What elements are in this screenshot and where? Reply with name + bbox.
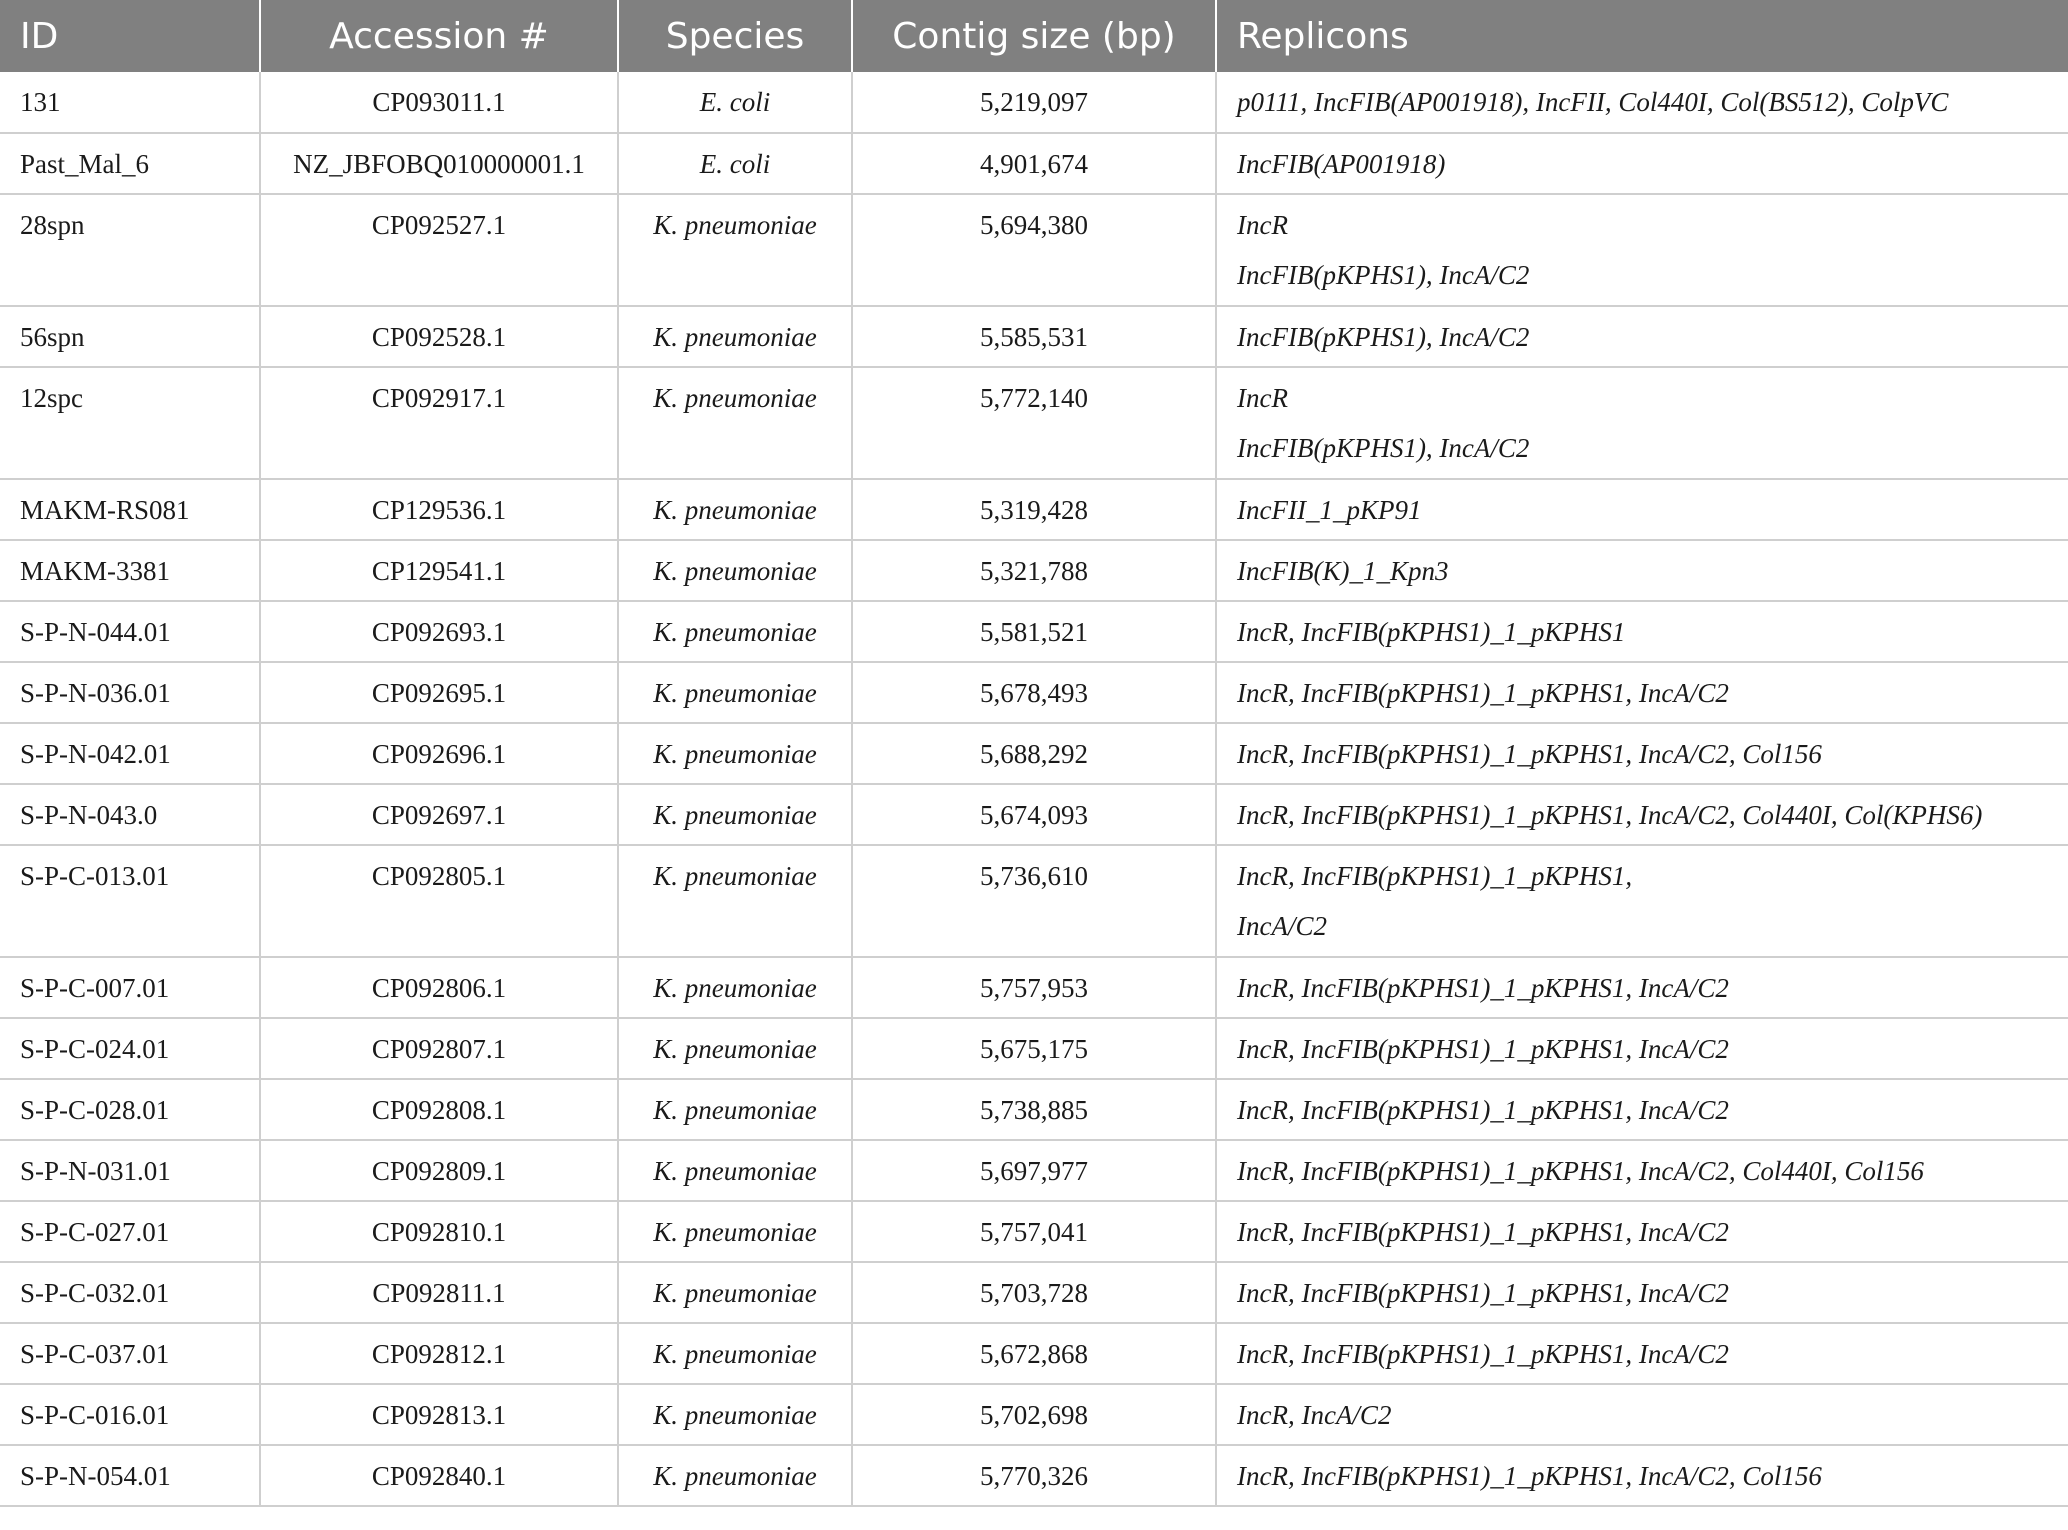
cell-id-container bbox=[0, 1445, 260, 1506]
cell-replicons bbox=[1216, 1384, 2068, 1445]
cell-id: S-P-N-042.01 bbox=[20, 739, 171, 769]
cell-replicons bbox=[1216, 194, 2068, 306]
header-row bbox=[0, 0, 2068, 72]
cell-id-container bbox=[0, 367, 260, 479]
cell-id-container bbox=[0, 1201, 260, 1262]
cell-contig-size-container bbox=[852, 1079, 1216, 1140]
cell-contig-size: 5,321,788 bbox=[980, 556, 1088, 586]
cell-contig-size: 5,678,493 bbox=[980, 678, 1088, 708]
cell-id: S-P-C-027.01 bbox=[20, 1217, 170, 1247]
cell-species: K. pneumoniae bbox=[653, 1400, 817, 1430]
cell-accession-container bbox=[260, 306, 618, 367]
cell-replicons bbox=[1216, 1262, 2068, 1323]
cell-id: S-P-C-028.01 bbox=[20, 1095, 170, 1125]
replicon-line: IncR, IncFIB(pKPHS1)_1_pKPHS1, IncA/C2 bbox=[1237, 1034, 1729, 1064]
cell-accession: CP092809.1 bbox=[371, 1156, 507, 1186]
cell-contig-size: 5,697,977 bbox=[980, 1156, 1088, 1186]
table-row bbox=[0, 72, 2068, 133]
cell-species-container bbox=[618, 957, 852, 1018]
replicon-line: IncR, IncFIB(pKPHS1)_1_pKPHS1, IncA/C2 bbox=[1237, 678, 1729, 708]
replicon-line: IncR, IncFIB(pKPHS1)_1_pKPHS1, IncA/C2 bbox=[1237, 1339, 1729, 1369]
replicon-line: IncR, IncFIB(pKPHS1)_1_pKPHS1, IncA/C2 bbox=[1237, 1095, 1729, 1125]
table-row bbox=[0, 306, 2068, 367]
cell-replicons bbox=[1216, 723, 2068, 784]
cell-contig-size: 5,672,868 bbox=[980, 1339, 1088, 1369]
cell-species-container bbox=[618, 540, 852, 601]
table-row bbox=[0, 1140, 2068, 1201]
cell-contig-size-container bbox=[852, 133, 1216, 194]
cell-accession-container bbox=[260, 1262, 618, 1323]
cell-id-container bbox=[0, 1018, 260, 1079]
cell-id: S-P-C-037.01 bbox=[20, 1339, 170, 1369]
table-row bbox=[0, 540, 2068, 601]
cell-contig-size: 5,772,140 bbox=[980, 383, 1088, 413]
cell-accession-container bbox=[260, 1384, 618, 1445]
cell-accession-container bbox=[260, 540, 618, 601]
cell-contig-size: 5,757,953 bbox=[980, 973, 1088, 1003]
table-row bbox=[0, 845, 2068, 957]
cell-species: K. pneumoniae bbox=[653, 1217, 817, 1247]
cell-accession-container bbox=[260, 601, 618, 662]
table-row bbox=[0, 1262, 2068, 1323]
cell-contig-size: 5,219,097 bbox=[980, 87, 1088, 117]
table-row bbox=[0, 1384, 2068, 1445]
cell-species-container bbox=[618, 845, 852, 957]
replicon-line: IncR, IncA/C2 bbox=[1237, 1400, 1392, 1430]
cell-contig-size-container bbox=[852, 1018, 1216, 1079]
table-row bbox=[0, 1323, 2068, 1384]
cell-id-container bbox=[0, 1262, 260, 1323]
cell-accession: CP092807.1 bbox=[371, 1034, 507, 1064]
cell-species-container bbox=[618, 1323, 852, 1384]
cell-id-container bbox=[0, 133, 260, 194]
cell-accession: CP093011.1 bbox=[372, 87, 506, 117]
cell-species: K. pneumoniae bbox=[653, 1278, 817, 1308]
cell-id-container bbox=[0, 1323, 260, 1384]
cell-contig-size: 5,581,521 bbox=[980, 617, 1088, 647]
column-header-accession: Accession # bbox=[260, 0, 618, 72]
cell-id: MAKM-3381 bbox=[20, 556, 171, 586]
cell-id-container bbox=[0, 957, 260, 1018]
cell-id: 56spn bbox=[20, 322, 85, 352]
replicon-line: IncR, IncFIB(pKPHS1)_1_pKPHS1, IncA/C2, Col156 bbox=[1237, 1461, 1822, 1491]
cell-contig-size-container bbox=[852, 1262, 1216, 1323]
cell-id: 28spn bbox=[20, 210, 85, 240]
cell-accession: CP092527.1 bbox=[371, 210, 507, 240]
cell-accession: CP092528.1 bbox=[371, 322, 507, 352]
cell-id: S-P-C-016.01 bbox=[20, 1400, 170, 1430]
cell-id-container bbox=[0, 1384, 260, 1445]
cell-accession-container bbox=[260, 194, 618, 306]
replicon-line: IncFIB(pKPHS1), IncA/C2 bbox=[1237, 322, 1530, 352]
cell-accession-container bbox=[260, 1201, 618, 1262]
cell-contig-size: 5,703,728 bbox=[980, 1278, 1088, 1308]
cell-accession-container bbox=[260, 662, 618, 723]
cell-id: 12spc bbox=[20, 383, 83, 413]
replicon-line: IncR, IncFIB(pKPHS1)_1_pKPHS1, IncA/C2 bbox=[1237, 1278, 1729, 1308]
cell-contig-size-container bbox=[852, 957, 1216, 1018]
cell-species-container bbox=[618, 1201, 852, 1262]
cell-id: S-P-N-043.0 bbox=[20, 800, 158, 830]
cell-replicons bbox=[1216, 1079, 2068, 1140]
column-header-species: Species bbox=[618, 0, 852, 72]
cell-accession: CP092697.1 bbox=[371, 800, 507, 830]
replicon-line: IncFIB(pKPHS1), IncA/C2 bbox=[1237, 260, 1530, 290]
cell-contig-size: 5,736,610 bbox=[980, 861, 1088, 891]
cell-accession: CP092811.1 bbox=[372, 1278, 506, 1308]
cell-species-container bbox=[618, 784, 852, 845]
replicon-line: IncFII_1_pKP91 bbox=[1237, 495, 1422, 525]
cell-replicons bbox=[1216, 845, 2068, 957]
replicon-line: IncA/C2 bbox=[1237, 911, 1327, 941]
table-row bbox=[0, 662, 2068, 723]
cell-accession: CP092696.1 bbox=[371, 739, 507, 769]
cell-id: 131 bbox=[20, 87, 61, 117]
replicon-line: IncR, IncFIB(pKPHS1)_1_pKPHS1, IncA/C2, Col156 bbox=[1237, 739, 1822, 769]
cell-species: K. pneumoniae bbox=[653, 322, 817, 352]
cell-id: S-P-C-007.01 bbox=[20, 973, 170, 1003]
cell-species-container bbox=[618, 723, 852, 784]
cell-accession-container bbox=[260, 1079, 618, 1140]
replicon-line: IncR, IncFIB(pKPHS1)_1_pKPHS1, IncA/C2 bbox=[1237, 1217, 1729, 1247]
cell-id: S-P-C-013.01 bbox=[20, 861, 170, 891]
cell-species: K. pneumoniae bbox=[653, 1095, 817, 1125]
cell-id-container bbox=[0, 72, 260, 133]
replicon-line: IncR, IncFIB(pKPHS1)_1_pKPHS1, IncA/C2, Col440I, Col156 bbox=[1237, 1156, 1924, 1186]
cell-species: K. pneumoniae bbox=[653, 1156, 817, 1186]
cell-replicons bbox=[1216, 540, 2068, 601]
cell-contig-size-container bbox=[852, 479, 1216, 540]
cell-contig-size: 5,674,093 bbox=[980, 800, 1088, 830]
table-row bbox=[0, 1018, 2068, 1079]
cell-id-container bbox=[0, 723, 260, 784]
table-row bbox=[0, 601, 2068, 662]
cell-replicons bbox=[1216, 1201, 2068, 1262]
cell-id-container bbox=[0, 306, 260, 367]
table-row bbox=[0, 133, 2068, 194]
cell-replicons bbox=[1216, 72, 2068, 133]
table-row bbox=[0, 1201, 2068, 1262]
cell-replicons bbox=[1216, 662, 2068, 723]
cell-species-container bbox=[618, 1445, 852, 1506]
cell-contig-size: 5,585,531 bbox=[980, 322, 1088, 352]
cell-accession-container bbox=[260, 1323, 618, 1384]
cell-species: K. pneumoniae bbox=[653, 210, 817, 240]
cell-contig-size: 5,738,885 bbox=[980, 1095, 1088, 1125]
cell-contig-size-container bbox=[852, 723, 1216, 784]
cell-accession: CP092917.1 bbox=[371, 383, 507, 413]
cell-contig-size: 5,757,041 bbox=[980, 1217, 1088, 1247]
cell-species-container bbox=[618, 133, 852, 194]
cell-id-container bbox=[0, 784, 260, 845]
table-row bbox=[0, 957, 2068, 1018]
column-header-id: ID bbox=[0, 0, 260, 72]
cell-accession: CP129541.1 bbox=[371, 556, 507, 586]
cell-species-container bbox=[618, 1262, 852, 1323]
cell-replicons bbox=[1216, 479, 2068, 540]
cell-species: K. pneumoniae bbox=[653, 1339, 817, 1369]
table-row bbox=[0, 1079, 2068, 1140]
cell-replicons bbox=[1216, 367, 2068, 479]
cell-replicons bbox=[1216, 1445, 2068, 1506]
cell-accession-container bbox=[260, 72, 618, 133]
cell-contig-size-container bbox=[852, 845, 1216, 957]
cell-id: S-P-N-044.01 bbox=[20, 617, 171, 647]
replicon-line: IncR, IncFIB(pKPHS1)_1_pKPHS1, bbox=[1237, 861, 1633, 891]
cell-replicons bbox=[1216, 1018, 2068, 1079]
cell-accession: CP092693.1 bbox=[371, 617, 507, 647]
cell-accession: CP092806.1 bbox=[371, 973, 507, 1003]
cell-replicons bbox=[1216, 601, 2068, 662]
cell-species: K. pneumoniae bbox=[653, 678, 817, 708]
table-row bbox=[0, 367, 2068, 479]
cell-id-container bbox=[0, 479, 260, 540]
replicon-line: IncFIB(AP001918) bbox=[1237, 149, 1446, 179]
cell-species: K. pneumoniae bbox=[653, 739, 817, 769]
cell-accession: CP129536.1 bbox=[371, 495, 507, 525]
cell-species-container bbox=[618, 1140, 852, 1201]
cell-id: S-P-N-031.01 bbox=[20, 1156, 171, 1186]
cell-species: E. coli bbox=[699, 149, 771, 179]
cell-accession: CP092808.1 bbox=[371, 1095, 507, 1125]
cell-species-container bbox=[618, 367, 852, 479]
cell-contig-size: 5,319,428 bbox=[980, 495, 1088, 525]
table-body bbox=[0, 72, 2068, 1506]
cell-id-container bbox=[0, 1140, 260, 1201]
cell-species-container bbox=[618, 601, 852, 662]
cell-species: K. pneumoniae bbox=[653, 1461, 817, 1491]
cell-replicons bbox=[1216, 957, 2068, 1018]
cell-id-container bbox=[0, 662, 260, 723]
cell-species-container bbox=[618, 72, 852, 133]
cell-contig-size: 4,901,674 bbox=[980, 149, 1088, 179]
cell-species-container bbox=[618, 1018, 852, 1079]
cell-accession: CP092813.1 bbox=[371, 1400, 507, 1430]
cell-species: E. coli bbox=[699, 87, 771, 117]
cell-accession: CP092805.1 bbox=[371, 861, 507, 891]
cell-replicons bbox=[1216, 306, 2068, 367]
cell-species-container bbox=[618, 194, 852, 306]
cell-accession: CP092695.1 bbox=[371, 678, 507, 708]
cell-contig-size-container bbox=[852, 662, 1216, 723]
cell-id-container bbox=[0, 1079, 260, 1140]
cell-contig-size-container bbox=[852, 1445, 1216, 1506]
replicon-line: p0111, IncFIB(AP001918), IncFII, Col440I, Col(BS512), ColpVC bbox=[1237, 87, 1949, 117]
cell-contig-size-container bbox=[852, 1201, 1216, 1262]
cell-replicons bbox=[1216, 784, 2068, 845]
cell-contig-size-container bbox=[852, 306, 1216, 367]
cell-species-container bbox=[618, 1384, 852, 1445]
cell-contig-size: 5,770,326 bbox=[980, 1461, 1088, 1491]
cell-accession-container bbox=[260, 723, 618, 784]
table-row bbox=[0, 194, 2068, 306]
cell-species: K. pneumoniae bbox=[653, 617, 817, 647]
column-header-contig-size: Contig size (bp) bbox=[852, 0, 1216, 72]
cell-id: S-P-C-024.01 bbox=[20, 1034, 170, 1064]
replicon-line: IncR bbox=[1237, 383, 1288, 413]
table-header bbox=[0, 0, 2068, 72]
cell-id: S-P-C-032.01 bbox=[20, 1278, 170, 1308]
cell-id: S-P-N-054.01 bbox=[20, 1461, 171, 1491]
cell-id-container bbox=[0, 194, 260, 306]
cell-accession-container bbox=[260, 367, 618, 479]
cell-species-container bbox=[618, 306, 852, 367]
cell-id-container bbox=[0, 540, 260, 601]
cell-contig-size: 5,688,292 bbox=[980, 739, 1088, 769]
replicon-line: IncR, IncFIB(pKPHS1)_1_pKPHS1, IncA/C2 bbox=[1237, 973, 1729, 1003]
cell-contig-size-container bbox=[852, 601, 1216, 662]
cell-contig-size-container bbox=[852, 72, 1216, 133]
cell-id-container bbox=[0, 845, 260, 957]
cell-contig-size: 5,675,175 bbox=[980, 1034, 1088, 1064]
column-header-replicons: Replicons bbox=[1216, 0, 2068, 72]
cell-species: K. pneumoniae bbox=[653, 383, 817, 413]
cell-accession-container bbox=[260, 957, 618, 1018]
cell-species-container bbox=[618, 662, 852, 723]
table-row bbox=[0, 479, 2068, 540]
cell-species: K. pneumoniae bbox=[653, 556, 817, 586]
cell-contig-size-container bbox=[852, 194, 1216, 306]
replicon-line: IncR, IncFIB(pKPHS1)_1_pKPHS1 bbox=[1237, 617, 1626, 647]
cell-replicons bbox=[1216, 133, 2068, 194]
cell-species-container bbox=[618, 1079, 852, 1140]
cell-replicons bbox=[1216, 1140, 2068, 1201]
cell-contig-size-container bbox=[852, 1140, 1216, 1201]
cell-accession-container bbox=[260, 479, 618, 540]
table-row bbox=[0, 723, 2068, 784]
cell-accession: CP092812.1 bbox=[371, 1339, 507, 1369]
cell-accession-container bbox=[260, 133, 618, 194]
cell-accession-container bbox=[260, 1445, 618, 1506]
replicon-line: IncR bbox=[1237, 210, 1288, 240]
cell-accession: NZ_JBFOBQ010000001.1 bbox=[293, 149, 585, 179]
cell-contig-size-container bbox=[852, 1384, 1216, 1445]
table-row bbox=[0, 784, 2068, 845]
cell-id: MAKM-RS081 bbox=[20, 495, 190, 525]
cell-species: K. pneumoniae bbox=[653, 495, 817, 525]
cell-accession-container bbox=[260, 845, 618, 957]
replicon-line: IncFIB(K)_1_Kpn3 bbox=[1237, 556, 1449, 586]
cell-id: Past_Mal_6 bbox=[20, 149, 150, 179]
cell-species: K. pneumoniae bbox=[653, 861, 817, 891]
replicon-line: IncR, IncFIB(pKPHS1)_1_pKPHS1, IncA/C2, Col440I, Col(KPHS6) bbox=[1237, 800, 1983, 830]
cell-accession-container bbox=[260, 1140, 618, 1201]
cell-accession-container bbox=[260, 1018, 618, 1079]
cell-species: K. pneumoniae bbox=[653, 973, 817, 1003]
cell-accession: CP092810.1 bbox=[371, 1217, 507, 1247]
table-row bbox=[0, 1445, 2068, 1506]
cell-contig-size-container bbox=[852, 367, 1216, 479]
cell-id-container bbox=[0, 601, 260, 662]
cell-contig-size-container bbox=[852, 540, 1216, 601]
cell-species-container bbox=[618, 479, 852, 540]
cell-species: K. pneumoniae bbox=[653, 1034, 817, 1064]
cell-contig-size-container bbox=[852, 1323, 1216, 1384]
cell-contig-size-container bbox=[852, 784, 1216, 845]
cell-replicons bbox=[1216, 1323, 2068, 1384]
cell-accession: CP092840.1 bbox=[371, 1461, 507, 1491]
cell-contig-size: 5,694,380 bbox=[980, 210, 1088, 240]
replicon-line: IncFIB(pKPHS1), IncA/C2 bbox=[1237, 433, 1530, 463]
cell-id: S-P-N-036.01 bbox=[20, 678, 171, 708]
cell-accession-container bbox=[260, 784, 618, 845]
cell-contig-size: 5,702,698 bbox=[980, 1400, 1088, 1430]
cell-species: K. pneumoniae bbox=[653, 800, 817, 830]
